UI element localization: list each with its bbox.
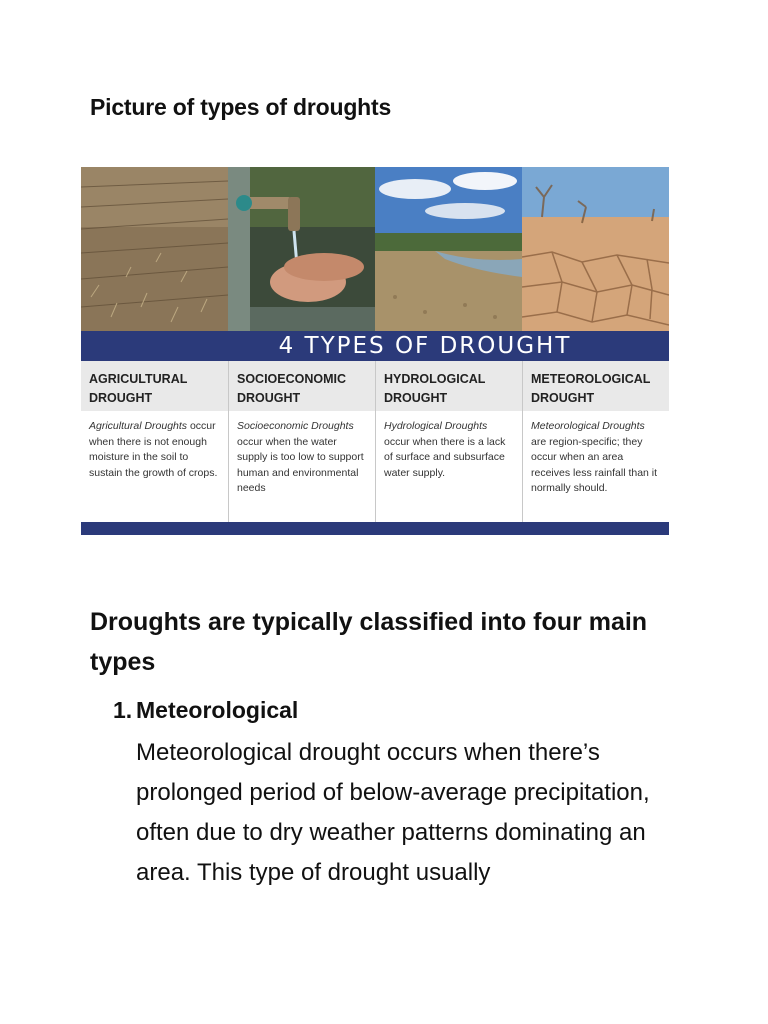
socioeconomic-drought-column <box>228 361 375 522</box>
figure-banner-title: 4 TYPES OF DROUGHT <box>81 331 669 361</box>
hydrological-drought-column <box>375 361 522 522</box>
figure-footer-bar <box>81 522 669 535</box>
list-item-body: Meteorological drought occurs when there’s prolonged period of below-average precipitation, often due to dry weather patterns dominating an area. This type of drought usually <box>136 739 650 886</box>
list-item-title: Meteorological <box>136 697 299 723</box>
column-title: AGRICULTURAL DROUGHT <box>81 361 228 411</box>
meteorological-drought-column <box>522 361 669 522</box>
section-heading: Droughts are typically classified into four main types <box>90 608 648 676</box>
column-description: Socioeconomic Droughts occur when the water supply is too low to support human and environmental needs <box>237 420 364 494</box>
dry-riverbed-photo <box>375 167 522 331</box>
list-item-number: 1. <box>113 697 133 723</box>
water-tap-photo <box>228 167 375 331</box>
column-title: METEOROLOGICAL DROUGHT <box>523 361 669 411</box>
cracked-earth-photo <box>522 167 669 331</box>
column-description: Hydrological Droughts occur when there is a lack of surface and subsurface water supply. <box>384 420 506 479</box>
photo-strip <box>81 167 669 331</box>
page-heading: Picture of types of droughts <box>90 94 392 120</box>
column-description: Agricultural Droughts occur when there is not enough moisture in the soil to sustain the growth of crops. <box>89 420 218 479</box>
agricultural-drought-column <box>81 361 228 522</box>
column-title: HYDROLOGICAL DROUGHT <box>376 361 522 411</box>
drought-types-infographic <box>81 167 669 535</box>
dry-field-photo <box>81 167 228 331</box>
column-title: SOCIOECONOMIC DROUGHT <box>229 361 375 411</box>
column-description: Meteorological Droughts are region-specific; they occur when an area receives less rainfall than it normally should. <box>531 420 658 494</box>
